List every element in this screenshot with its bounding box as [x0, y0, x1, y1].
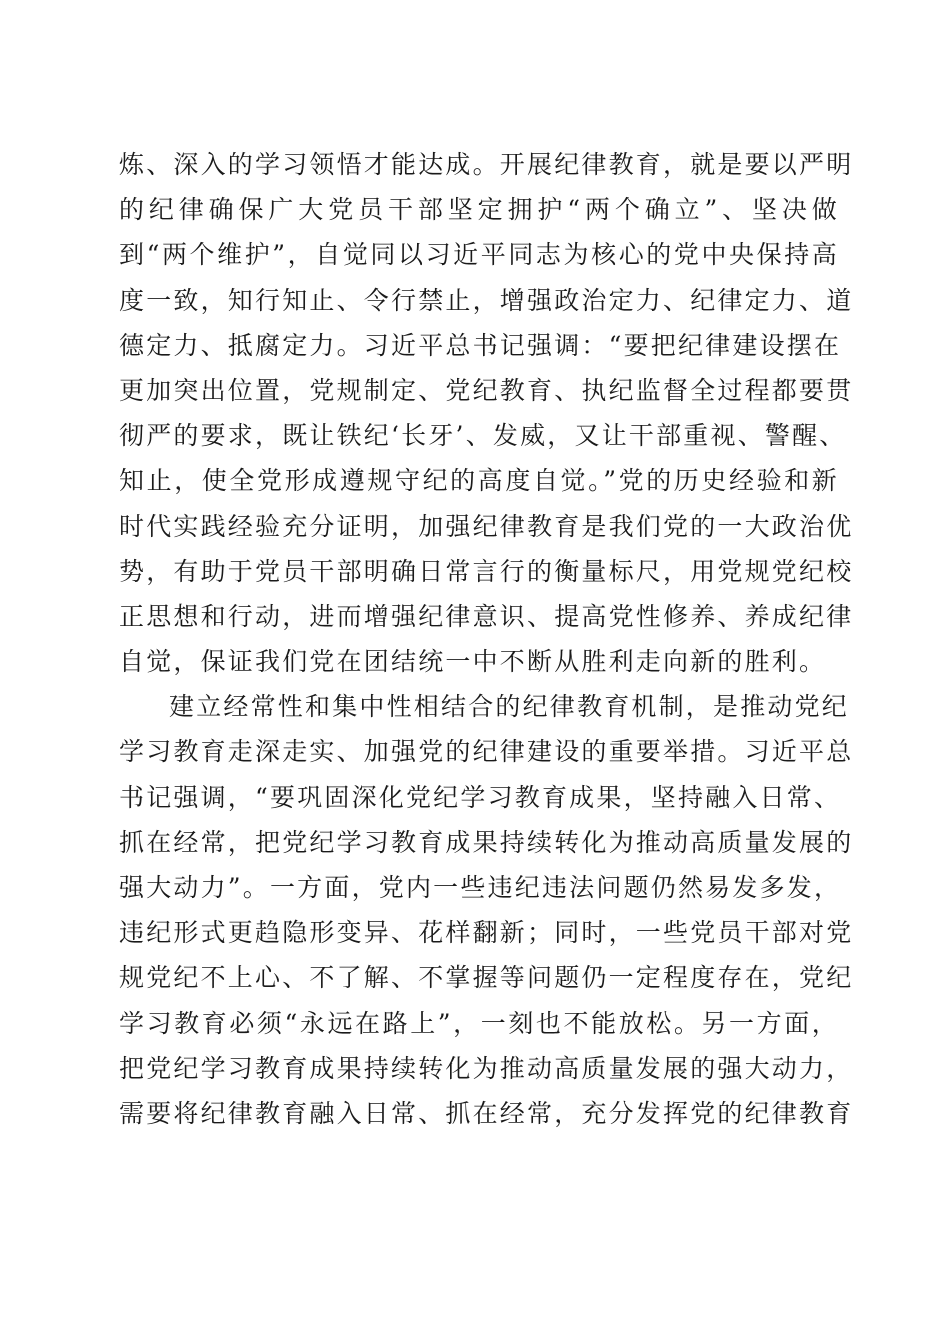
paragraph-1 [119, 142, 854, 684]
text-line: 到“两个维护”，自觉同以习近平同志为核心的党中央保持高 [119, 240, 839, 270]
text-line: 抓在经常，把党纪学习教育成果持续转化为推动高质量发展的 [119, 827, 854, 857]
text-line: 违纪形式更趋隐形变异、花样翻新；同时，一些党员干部对党 [119, 918, 854, 948]
text-line: 的纪律确保广大党员干部坚定拥护“两个确立”、坚决做 [119, 195, 839, 225]
text-line: 学习教育必须“永远在路上”，一刻也不能放松。另一方面， [119, 1008, 839, 1038]
text-line: 时代实践经验充分证明，加强纪律教育是我们党的一大政治优 [119, 511, 854, 541]
text-line: 强大动力”。一方面，党内一些违纪违法问题仍然易发多发， [119, 873, 842, 902]
text-line: 学习教育走深走实、加强党的纪律建设的重要举措。习近平总 [119, 737, 854, 767]
text-line: 知止，使全党形成遵规守纪的高度自觉。”党的历史经验和新 [119, 466, 839, 496]
text-line: 需要将纪律教育融入日常、抓在经常，充分发挥党的纪律教育 [119, 1098, 854, 1128]
text-line: 更加突出位置，党规制定、党纪教育、执纪监督全过程都要贯 [119, 375, 854, 405]
text-line: 书记强调，“要巩固深化党纪学习教育成果，坚持融入日常、 [119, 782, 842, 812]
paragraph-2 [119, 684, 854, 1136]
text-line: 彻严的要求，既让铁纪‘长牙’、发威，又让干部重视、警醒、 [119, 421, 847, 451]
text-line: 建立经常性和集中性相结合的纪律教育机制，是推动党纪 [169, 692, 850, 722]
text-line: 把党纪学习教育成果持续转化为推动高质量发展的强大动力， [119, 1053, 854, 1083]
body-text [119, 142, 854, 1136]
text-line: 正思想和行动，进而增强纪律意识、提高党性修养、养成纪律 [119, 601, 854, 631]
text-line: 规党纪不上心、不了解、不掌握等问题仍一定程度存在，党纪 [119, 963, 854, 993]
text-line: 势，有助于党员干部明确日常言行的衡量标尺，用党规党纪校 [119, 556, 854, 586]
text-line: 度一致，知行知止、令行禁止，增强政治定力、纪律定力、道 [119, 285, 854, 315]
text-line: 德定力、抵腐定力。习近平总书记强调：“要把纪律建设摆在 [119, 330, 842, 360]
text-line: 自觉，保证我们党在团结统一中不断从胜利走向新的胜利。 [119, 647, 827, 677]
text-line: 炼、深入的学习领悟才能达成。开展纪律教育，就是要以严明 [119, 150, 854, 179]
